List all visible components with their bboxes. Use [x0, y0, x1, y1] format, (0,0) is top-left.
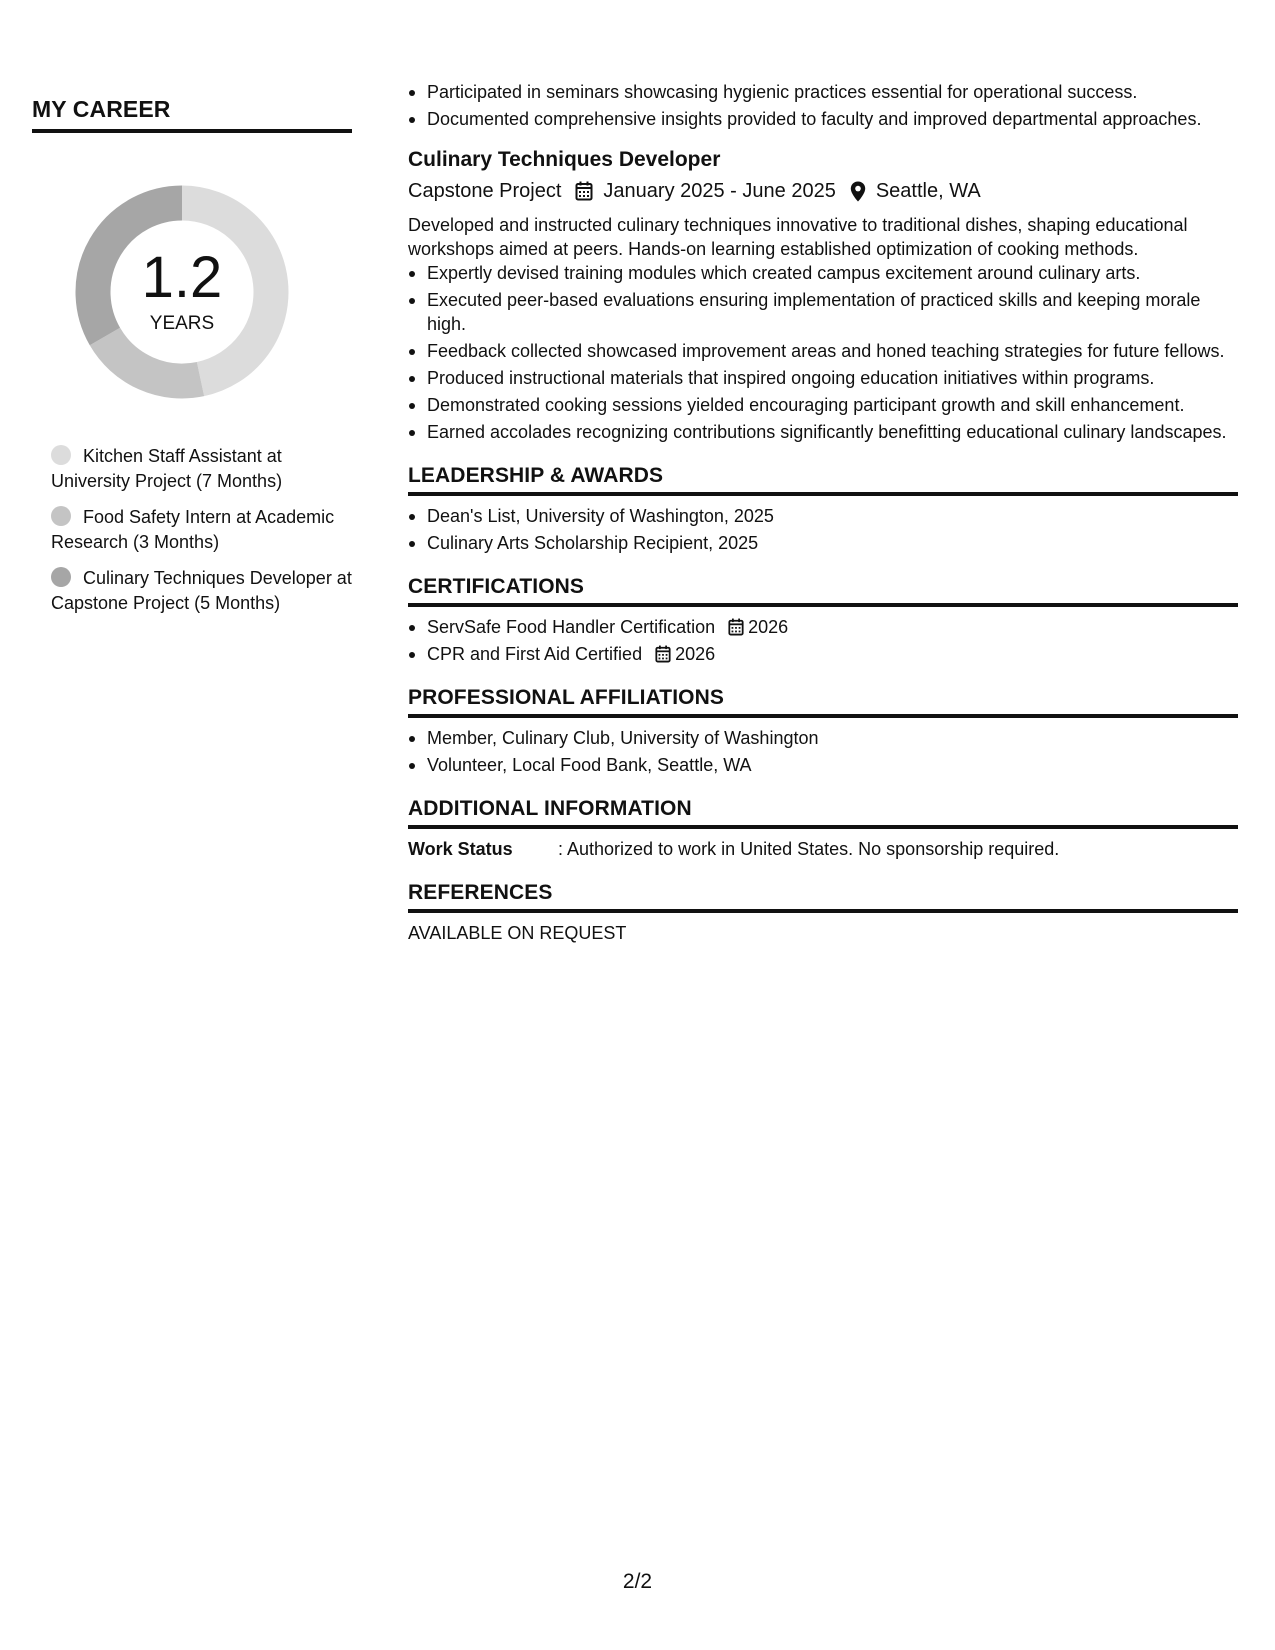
donut-center [66, 176, 298, 408]
list-item: Feedback collected showcased improvement areas and honed teaching strategies for future fellows. [408, 339, 1238, 363]
affiliations-heading: PROFESSIONAL AFFILIATIONS [408, 684, 1238, 718]
additional-info-heading: ADDITIONAL INFORMATION [408, 795, 1238, 829]
calendar-icon [575, 181, 593, 201]
legend-swatch [51, 567, 71, 587]
list-item [408, 615, 1238, 639]
list-item: Volunteer, Local Food Bank, Seattle, WA [408, 753, 1238, 777]
list-item: Executed peer-based evaluations ensuring implementation of practiced skills and keeping morale high. [408, 288, 1238, 336]
job-company: Capstone Project [408, 180, 562, 202]
total-years-unit: YEARS [149, 313, 215, 334]
certifications-list [408, 615, 1238, 666]
list-item: Documented comprehensive insights provided to faculty and improved departmental approaches. [408, 107, 1238, 131]
references-text: AVAILABLE ON REQUEST [408, 923, 627, 943]
work-status-value: : Authorized to work in United States. No sponsorship required. [558, 839, 1060, 859]
main-content [408, 80, 1238, 945]
page-number: 2/2 [622, 1570, 653, 1593]
career-sidebar [32, 96, 352, 627]
leadership-list [408, 504, 1238, 555]
career-title: MY CAREER [32, 96, 352, 133]
references-heading: REFERENCES [408, 879, 1238, 913]
legend-item [51, 505, 352, 555]
legend-swatch [51, 445, 71, 465]
work-status-label: Work Status [408, 839, 513, 859]
list-item: Member, Culinary Club, University of Washington [408, 726, 1238, 750]
calendar-icon [728, 618, 744, 636]
list-item: Dean's List, University of Washington, 2025 [408, 504, 1238, 528]
legend-swatch [51, 506, 71, 526]
list-item: Demonstrated cooking sessions yielded encouraging participant growth and skill enhancement. [408, 393, 1238, 417]
certifications-heading: CERTIFICATIONS [408, 573, 1238, 607]
total-years-value: 1.2 [141, 245, 223, 310]
cert-name: CPR and First Aid Certified [427, 644, 643, 664]
cert-year: 2026 [748, 617, 789, 637]
list-item [408, 642, 1238, 666]
affiliations-list [408, 726, 1238, 777]
job-location: Seattle, WA [875, 180, 981, 202]
calendar-icon [655, 645, 671, 663]
legend-label: Culinary Techniques Developer at Capstone Project (5 Months) [51, 568, 352, 613]
continued-bullets [408, 80, 1238, 131]
list-item: Earned accolades recognizing contributions significantly benefitting educational culinary landscapes. [408, 420, 1238, 444]
list-item: Expertly devised training modules which created campus excitement around culinary arts. [408, 261, 1238, 285]
job-bullets [408, 261, 1238, 444]
career-legend [51, 444, 352, 616]
job-meta [408, 178, 1238, 204]
job-description: Developed and instructed culinary techniques innovative to traditional dishes, shaping educational workshops aimed at peers. Hands-on learning established optimization of cooking methods. [408, 215, 1188, 259]
cert-name: ServSafe Food Handler Certification [427, 617, 716, 637]
list-item: Culinary Arts Scholarship Recipient, 2025 [408, 531, 1238, 555]
job-dates: January 2025 - June 2025 [603, 180, 836, 202]
legend-label: Food Safety Intern at Academic Research (3 Months) [51, 507, 335, 552]
cert-year: 2026 [675, 644, 716, 664]
leadership-heading: LEADERSHIP & AWARDS [408, 462, 1238, 496]
list-item: Produced instructional materials that inspired ongoing education initiatives within programs. [408, 366, 1238, 390]
list-item: Participated in seminars showcasing hygienic practices essential for operational success. [408, 80, 1238, 104]
job-title: Culinary Techniques Developer [408, 148, 721, 171]
work-status-row [408, 837, 1238, 861]
legend-label: Kitchen Staff Assistant at University Project (7 Months) [51, 446, 283, 491]
legend-item [51, 566, 352, 616]
career-donut-chart [66, 176, 298, 408]
legend-item [51, 444, 352, 494]
location-pin-icon [850, 181, 866, 202]
